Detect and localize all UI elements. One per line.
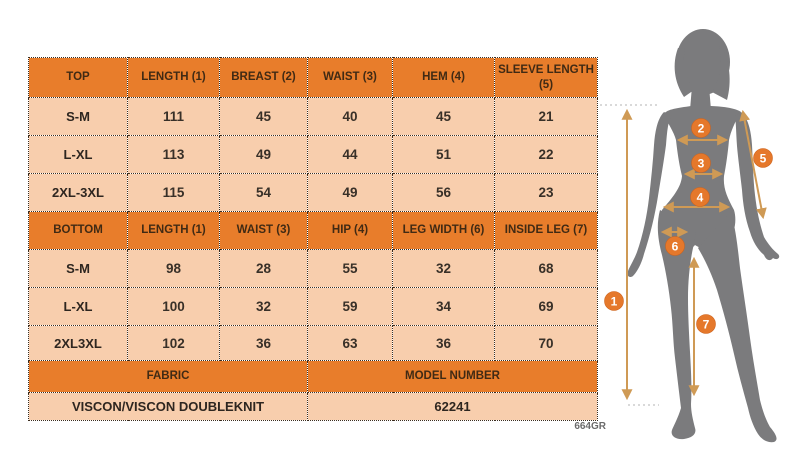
col-header-length: LENGTH (1) xyxy=(128,58,220,98)
model-number-header: MODEL NUMBER xyxy=(308,361,598,393)
value-cell: 102 xyxy=(128,326,220,361)
value-cell: 34 xyxy=(393,288,495,326)
col-header-hip: HIP (4) xyxy=(308,212,393,250)
col-header-breast: BREAST (2) xyxy=(220,58,308,98)
svg-text:2: 2 xyxy=(697,121,705,136)
size-label: 2XL-3XL xyxy=(29,174,128,212)
bottom-header-row xyxy=(29,212,598,250)
value-cell: 59 xyxy=(308,288,393,326)
value-cell: 51 xyxy=(393,136,495,174)
model-number-value: 62241 xyxy=(308,393,598,421)
table-row xyxy=(29,288,598,326)
col-header-top: TOP xyxy=(29,58,128,98)
col-header-waist: WAIST (3) xyxy=(308,58,393,98)
marker-6 xyxy=(666,237,685,256)
marker-5 xyxy=(754,149,773,168)
value-cell: 70 xyxy=(495,326,598,361)
value-cell: 111 xyxy=(128,98,220,136)
col-header-bottom: BOTTOM xyxy=(29,212,128,250)
value-cell: 54 xyxy=(220,174,308,212)
value-cell: 23 xyxy=(495,174,598,212)
value-cell: 36 xyxy=(393,326,495,361)
col-header-length: LENGTH (1) xyxy=(128,212,220,250)
svg-text:7: 7 xyxy=(702,317,710,332)
size-guide-figure xyxy=(595,0,800,459)
value-cell: 49 xyxy=(220,136,308,174)
marker-4 xyxy=(691,188,710,207)
svg-text:4: 4 xyxy=(696,190,704,205)
reference-dashes xyxy=(600,105,659,405)
size-table xyxy=(28,57,598,421)
table-row xyxy=(29,174,598,212)
value-cell: 28 xyxy=(220,250,308,288)
value-cell: 32 xyxy=(220,288,308,326)
svg-text:1: 1 xyxy=(610,294,618,309)
value-cell: 113 xyxy=(128,136,220,174)
value-cell: 45 xyxy=(393,98,495,136)
value-cell: 44 xyxy=(308,136,393,174)
size-label: S-M xyxy=(29,250,128,288)
value-cell: 63 xyxy=(308,326,393,361)
fabric-value: VISCON/VISCON DOUBLEKNIT xyxy=(29,393,308,421)
svg-text:6: 6 xyxy=(671,239,679,254)
top-header-row xyxy=(29,58,598,98)
value-cell: 32 xyxy=(393,250,495,288)
woman-silhouette xyxy=(627,29,779,442)
col-header-waist: WAIST (3) xyxy=(220,212,308,250)
marker-2 xyxy=(692,119,711,138)
value-cell: 55 xyxy=(308,250,393,288)
fabric-header-row xyxy=(29,361,598,393)
marker-7 xyxy=(697,315,716,334)
table-row xyxy=(29,250,598,288)
value-cell: 45 xyxy=(220,98,308,136)
value-cell: 22 xyxy=(495,136,598,174)
value-cell: 56 xyxy=(393,174,495,212)
measurement-diagram xyxy=(595,0,800,459)
col-header-leg-width: LEG WIDTH (6) xyxy=(393,212,495,250)
size-label: 2XL3XL xyxy=(29,326,128,361)
svg-text:5: 5 xyxy=(759,151,767,166)
table-row xyxy=(29,326,598,361)
value-cell: 100 xyxy=(128,288,220,326)
value-cell: 36 xyxy=(220,326,308,361)
col-header-hem: HEM (4) xyxy=(393,58,495,98)
value-cell: 69 xyxy=(495,288,598,326)
value-cell: 40 xyxy=(308,98,393,136)
value-cell: 115 xyxy=(128,174,220,212)
svg-text:3: 3 xyxy=(697,156,705,171)
value-cell: 49 xyxy=(308,174,393,212)
corner-code: 664GR xyxy=(574,421,606,432)
fabric-value-row xyxy=(29,393,598,421)
value-cell: 21 xyxy=(495,98,598,136)
marker-1 xyxy=(605,292,624,311)
size-label: L-XL xyxy=(29,288,128,326)
table-row xyxy=(29,98,598,136)
marker-3 xyxy=(692,154,711,173)
size-label: S-M xyxy=(29,98,128,136)
value-cell: 98 xyxy=(128,250,220,288)
col-header-inside-leg: INSIDE LEG (7) xyxy=(495,212,598,250)
value-cell: 68 xyxy=(495,250,598,288)
table-row xyxy=(29,136,598,174)
col-header-sleeve: SLEEVE LENGTH (5) xyxy=(495,58,598,98)
size-label: L-XL xyxy=(29,136,128,174)
fabric-header: FABRIC xyxy=(29,361,308,393)
